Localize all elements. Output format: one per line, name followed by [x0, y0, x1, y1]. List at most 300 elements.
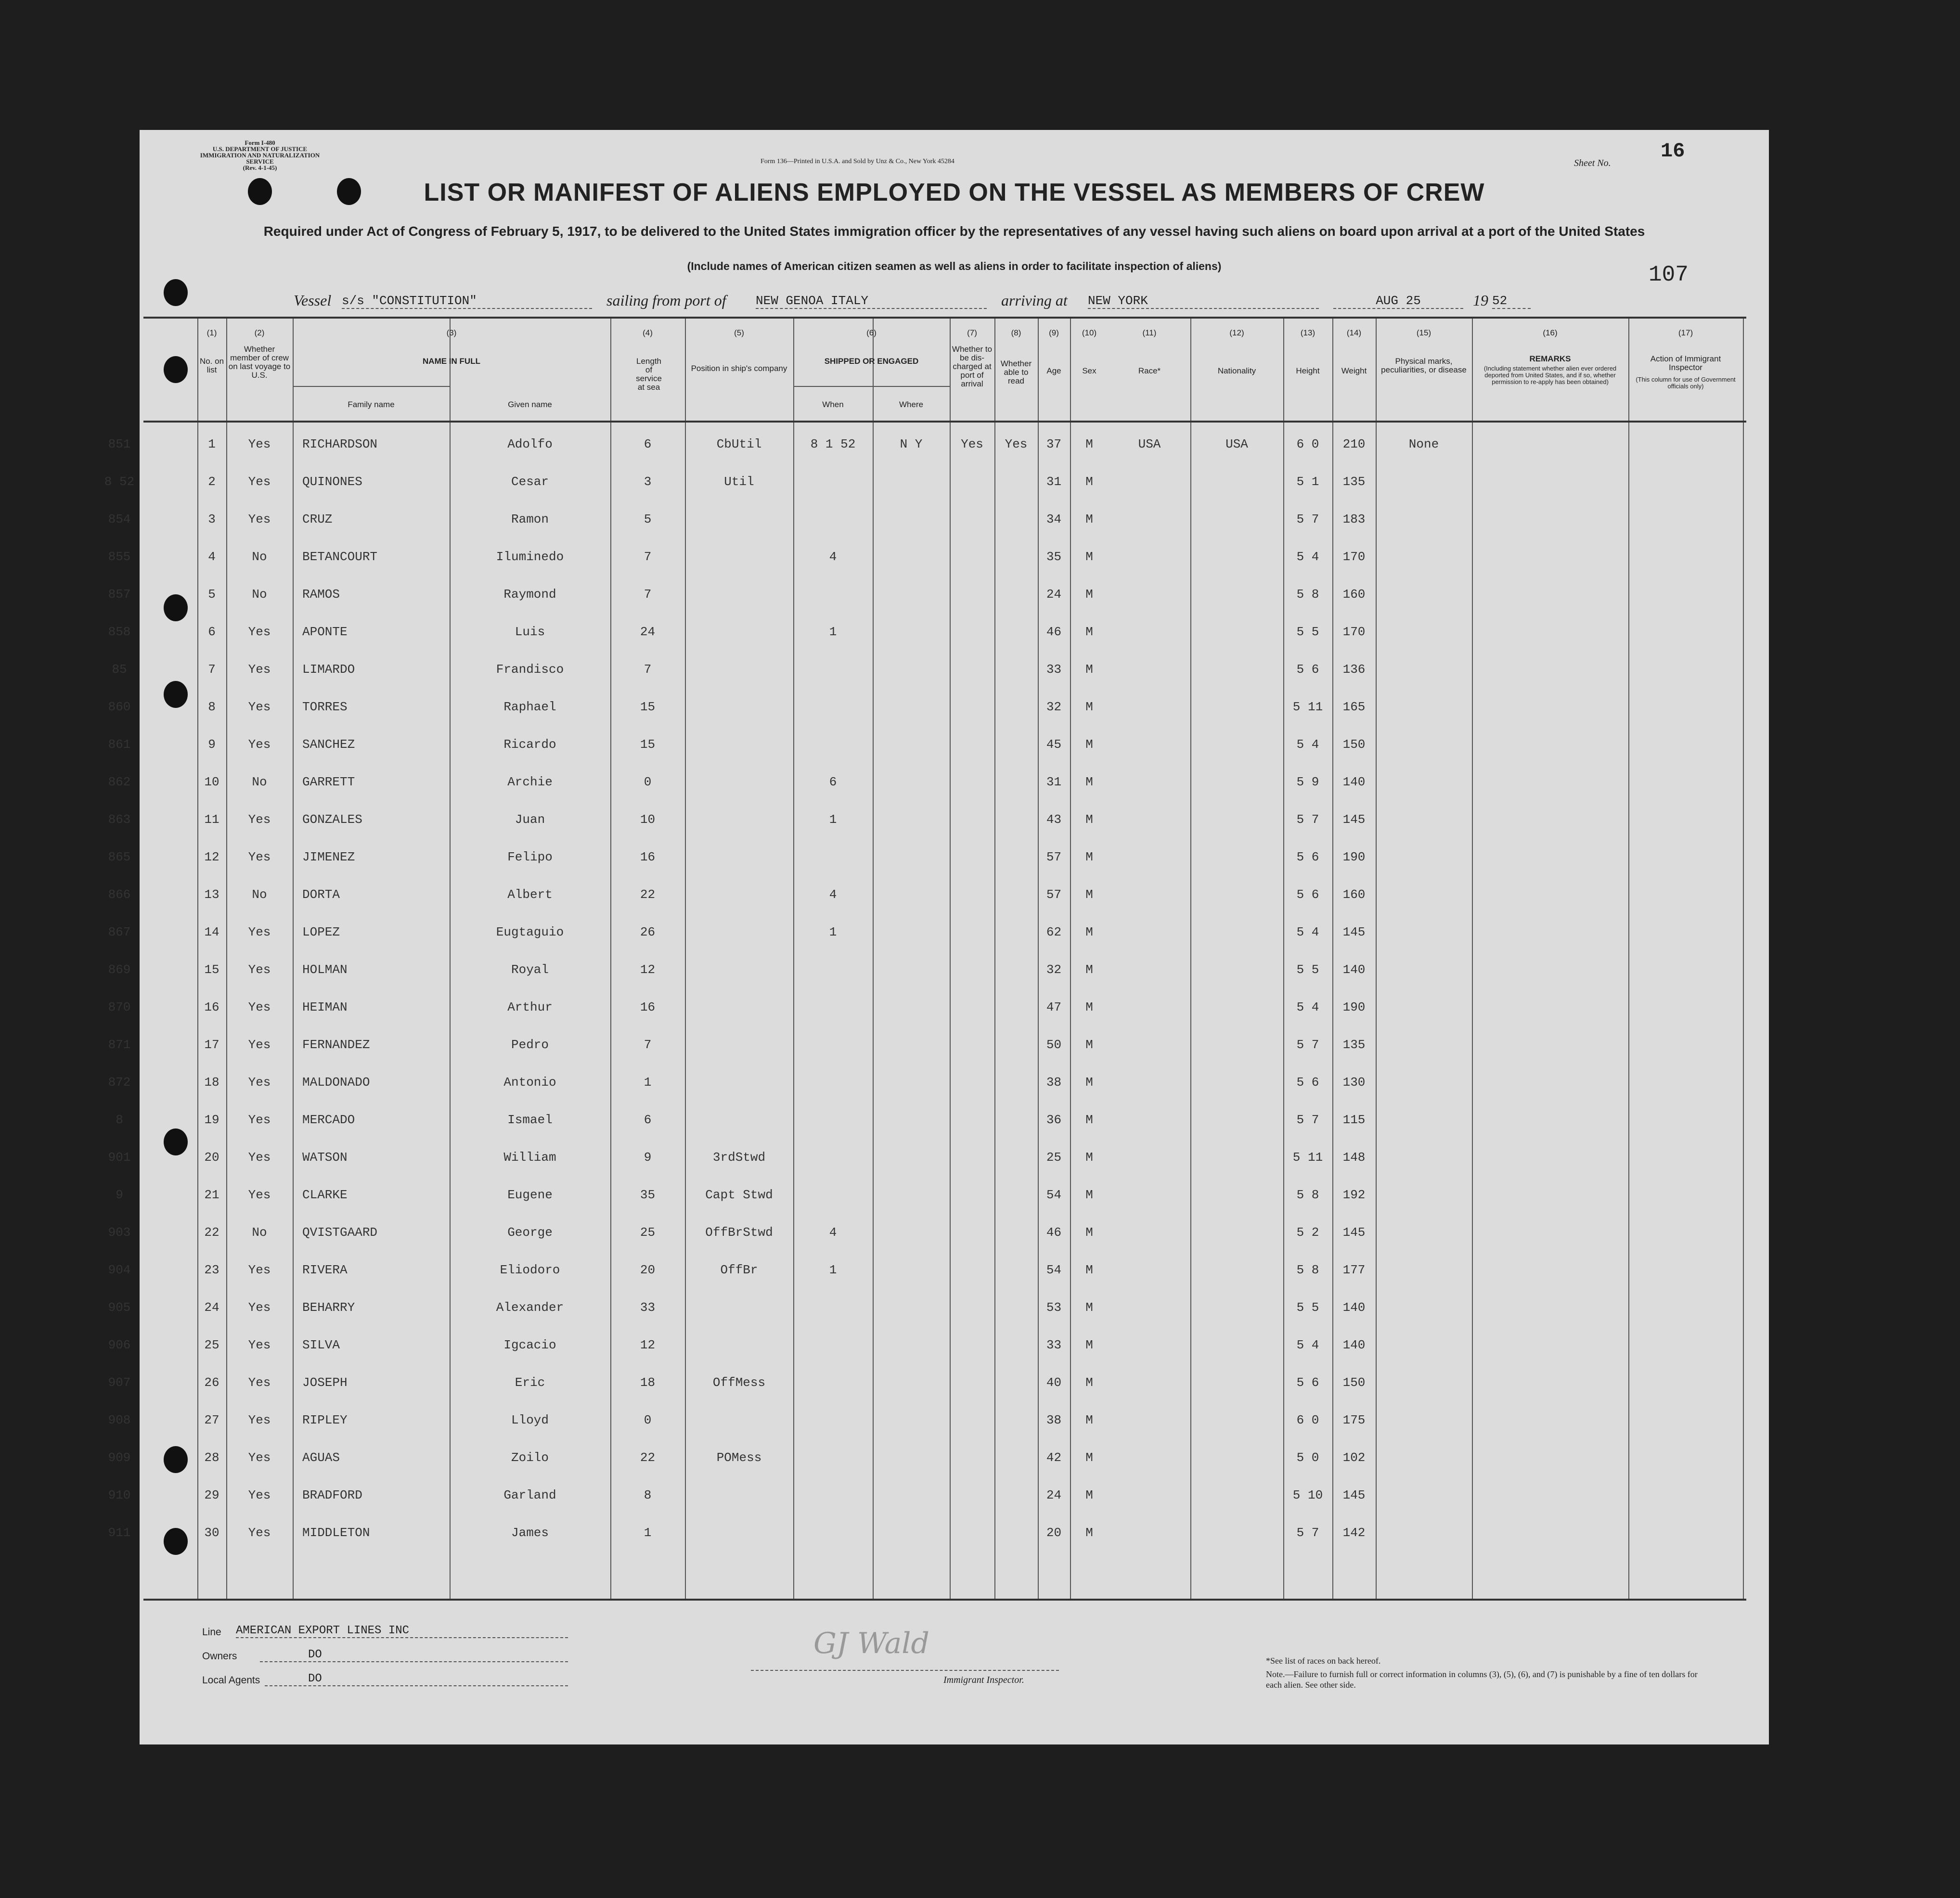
row-sex: M — [1085, 625, 1093, 639]
row-ref: 863 — [108, 812, 131, 827]
col-num: (9) — [1049, 328, 1059, 337]
row-sex: M — [1085, 737, 1093, 752]
row-height: 5 4 — [1296, 1000, 1319, 1014]
header-age: Age — [1046, 366, 1061, 375]
row-ref: 901 — [108, 1150, 131, 1165]
row-weight: 115 — [1342, 1113, 1366, 1127]
row-age: 31 — [1046, 474, 1062, 489]
row-member: No — [252, 887, 267, 902]
year-prefix: 19 — [1473, 292, 1488, 309]
row-weight: 140 — [1342, 1338, 1366, 1352]
table-row — [108, 536, 1746, 574]
row-given-name: Archie — [507, 775, 553, 789]
row-height: 5 7 — [1296, 1113, 1319, 1127]
row-height: 5 8 — [1296, 587, 1319, 602]
row-given-name: James — [511, 1526, 549, 1540]
row-service: 12 — [640, 962, 656, 977]
row-height: 5 5 — [1296, 962, 1319, 977]
col-num: (10) — [1082, 328, 1097, 337]
row-service: 1 — [644, 1526, 652, 1540]
table-row — [112, 649, 1746, 686]
col-num: (1) — [206, 328, 217, 337]
row-number: 11 — [204, 812, 219, 827]
table-row — [108, 799, 1746, 836]
row-sex: M — [1085, 887, 1093, 902]
table-row — [108, 1475, 1746, 1512]
row-height: 5 7 — [1296, 512, 1319, 526]
row-age: 32 — [1046, 700, 1062, 714]
row-ref: 857 — [108, 587, 131, 602]
row-weight: 150 — [1342, 1375, 1366, 1390]
row-service: 0 — [644, 1413, 652, 1427]
col-num: (15) — [1416, 328, 1431, 337]
row-when: 1 — [829, 925, 837, 939]
row-where: N Y — [900, 437, 923, 451]
owners-value: DO — [260, 1648, 568, 1662]
row-weight: 160 — [1342, 887, 1366, 902]
page-number: 107 — [1649, 262, 1689, 287]
row-weight: 135 — [1342, 474, 1366, 489]
row-ref: 908 — [108, 1413, 131, 1427]
vessel-label: Vessel — [294, 292, 332, 309]
row-number: 3 — [208, 512, 216, 526]
table-row — [108, 1324, 1746, 1362]
col-num: (8) — [1011, 328, 1021, 337]
row-given-name: Frandisco — [496, 662, 564, 677]
row-service: 3 — [644, 474, 652, 489]
table-row — [108, 1362, 1746, 1399]
row-ref: 903 — [108, 1225, 131, 1240]
row-sex: M — [1085, 775, 1093, 789]
row-given-name: Raphael — [503, 700, 556, 714]
row-family-name: TORRES — [302, 700, 348, 714]
row-age: 38 — [1046, 1413, 1062, 1427]
row-family-name: BEHARRY — [302, 1300, 355, 1315]
row-member: Yes — [248, 737, 271, 752]
header-position: Position in ship's company — [691, 364, 787, 373]
races-note: *See list of races on back hereof. — [1266, 1656, 1381, 1666]
row-when: 4 — [829, 550, 837, 564]
col-num: (6) — [866, 328, 877, 337]
row-service: 20 — [640, 1263, 656, 1277]
row-given-name: Pedro — [511, 1038, 549, 1052]
row-sex: M — [1085, 512, 1093, 526]
header-member: Whether member of crew on last voyage to U.S. — [228, 345, 291, 380]
row-given-name: Eugtaguio — [496, 925, 564, 939]
row-sex: M — [1085, 1150, 1093, 1165]
row-weight: 160 — [1342, 587, 1366, 602]
row-age: 38 — [1046, 1075, 1062, 1090]
row-service: 15 — [640, 700, 656, 714]
line-label: Line — [202, 1627, 221, 1638]
row-given-name: Juan — [515, 812, 545, 827]
row-family-name: CRUZ — [302, 512, 333, 526]
table-row — [108, 423, 1746, 461]
col-num: (3) — [446, 328, 457, 337]
row-number: 8 — [208, 700, 216, 714]
row-number: 30 — [204, 1526, 219, 1540]
manifest-sheet — [104, 130, 1769, 1744]
row-family-name: DORTA — [302, 887, 340, 902]
line-value: AMERICAN EXPORT LINES INC — [236, 1624, 568, 1638]
row-number: 28 — [204, 1450, 219, 1465]
row-weight: 170 — [1342, 625, 1366, 639]
row-sex: M — [1085, 850, 1093, 864]
row-number: 5 — [208, 587, 216, 602]
row-given-name: Arthur — [507, 1000, 553, 1014]
row-member: Yes — [248, 1526, 271, 1540]
row-age: 33 — [1046, 1338, 1062, 1352]
row-family-name: QVISTGAARD — [302, 1225, 378, 1240]
row-weight: 177 — [1342, 1263, 1366, 1277]
row-given-name: Ismael — [507, 1113, 553, 1127]
header-able-read: Whether able to read — [1000, 359, 1032, 385]
row-sex: M — [1085, 1300, 1093, 1315]
row-member: Yes — [248, 1450, 271, 1465]
sheet-label: Sheet No. — [1574, 158, 1611, 168]
row-sex: M — [1085, 1225, 1093, 1240]
row-member: Yes — [248, 1150, 271, 1165]
arrival-date: AUG 25 — [1333, 294, 1463, 309]
form-identification — [188, 140, 332, 171]
row-weight: 192 — [1342, 1188, 1366, 1202]
col-num: (17) — [1678, 328, 1693, 337]
row-ref: 851 — [108, 437, 131, 451]
row-ref: 85 — [112, 662, 127, 677]
table-row — [108, 1024, 1746, 1062]
row-given-name: George — [507, 1225, 553, 1240]
row-sex: M — [1085, 1263, 1093, 1277]
row-member: Yes — [248, 850, 271, 864]
row-age: 40 — [1046, 1375, 1062, 1390]
col-num: (16) — [1543, 328, 1558, 337]
subtitle-note: (Include names of American citizen seamen as well as aliens in order to facilitate inspection of aliens) — [687, 260, 1222, 272]
row-weight: 145 — [1342, 925, 1366, 939]
row-weight: 145 — [1342, 1488, 1366, 1502]
department: U.S. DEPARTMENT OF JUSTICE — [212, 145, 308, 153]
header-no-on-list: No. on list — [199, 357, 224, 374]
row-member: Yes — [248, 1075, 271, 1090]
table-row — [108, 574, 1746, 611]
row-service: 22 — [640, 887, 656, 902]
row-service: 12 — [640, 1338, 656, 1352]
row-service: 16 — [640, 850, 656, 864]
row-weight: 190 — [1342, 1000, 1366, 1014]
col-num: (2) — [254, 328, 265, 337]
row-sex: M — [1085, 474, 1093, 489]
row-age: 57 — [1046, 850, 1062, 864]
row-member: Yes — [248, 1113, 271, 1127]
row-weight: 170 — [1342, 550, 1366, 564]
row-ref: 910 — [108, 1488, 131, 1502]
row-family-name: RIPLEY — [302, 1413, 348, 1427]
row-race: USA — [1138, 437, 1161, 451]
row-given-name: Eric — [515, 1375, 545, 1390]
row-family-name: LOPEZ — [302, 925, 340, 939]
col-num: (5) — [734, 328, 744, 337]
table-row — [108, 1137, 1746, 1174]
row-ref: 904 — [108, 1263, 131, 1277]
row-height: 5 1 — [1296, 474, 1319, 489]
row-service: 22 — [640, 1450, 656, 1465]
header-given-name: Given name — [508, 400, 552, 409]
table-row — [108, 911, 1746, 949]
service: IMMIGRATION AND NATURALIZATION SERVICE — [200, 152, 320, 165]
row-given-name: Antonio — [503, 1075, 556, 1090]
row-weight: 210 — [1342, 437, 1366, 451]
row-height: 5 5 — [1296, 625, 1319, 639]
row-ref: 855 — [108, 550, 131, 564]
row-sex: M — [1085, 1075, 1093, 1090]
row-sex: M — [1085, 1000, 1093, 1014]
row-number: 14 — [204, 925, 219, 939]
row-family-name: WATSON — [302, 1150, 348, 1165]
row-sex: M — [1085, 925, 1093, 939]
row-age: 31 — [1046, 775, 1062, 789]
row-family-name: CLARKE — [302, 1188, 348, 1202]
header-action: Action of Immigrant Inspector — [1650, 354, 1721, 372]
row-family-name: RICHARDSON — [302, 437, 378, 451]
row-member: Yes — [248, 437, 271, 451]
row-sex: M — [1085, 662, 1093, 677]
row-when: 6 — [829, 775, 837, 789]
row-number: 26 — [204, 1375, 219, 1390]
header-discharged: Whether to be dis-charged at port of arrival — [952, 345, 993, 388]
row-height: 5 11 — [1292, 1150, 1323, 1165]
row-ref: 872 — [108, 1075, 131, 1090]
row-given-name: Ramon — [511, 512, 549, 526]
revision: (Rev. 4-1-45) — [243, 164, 277, 171]
row-height: 5 11 — [1292, 700, 1323, 714]
row-given-name: Raymond — [503, 587, 556, 602]
row-age: 50 — [1046, 1038, 1062, 1052]
row-given-name: Eliodoro — [500, 1263, 560, 1277]
table-row — [104, 461, 1746, 499]
row-number: 2 — [208, 474, 216, 489]
row-family-name: AGUAS — [302, 1450, 340, 1465]
row-sex: M — [1085, 1113, 1093, 1127]
row-member: Yes — [248, 1300, 271, 1315]
header-race: Race* — [1138, 366, 1161, 375]
row-service: 5 — [644, 512, 652, 526]
row-sex: M — [1085, 1375, 1093, 1390]
row-ref: 854 — [108, 512, 131, 526]
row-age: 42 — [1046, 1450, 1062, 1465]
row-sex: M — [1085, 1038, 1093, 1052]
table-row — [108, 761, 1746, 799]
row-family-name: HOLMAN — [302, 962, 348, 977]
row-height: 5 4 — [1296, 550, 1319, 564]
signature-line — [751, 1670, 1059, 1671]
punch-hole — [164, 279, 188, 306]
row-service: 7 — [644, 1038, 652, 1052]
row-family-name: LIMARDO — [302, 662, 355, 677]
row-height: 5 6 — [1296, 1375, 1319, 1390]
row-weight: 165 — [1342, 700, 1366, 714]
row-family-name: RAMOS — [302, 587, 340, 602]
arriving-label: arriving at — [1001, 292, 1068, 309]
row-service: 26 — [640, 925, 656, 939]
row-age: 25 — [1046, 1150, 1062, 1165]
header-remarks: REMARKS — [1529, 354, 1571, 363]
row-ref: 9 — [116, 1188, 123, 1202]
col-num: (4) — [643, 328, 653, 337]
row-number: 22 — [204, 1225, 219, 1240]
row-member: No — [252, 775, 267, 789]
header-where: Where — [899, 400, 924, 409]
row-age: 34 — [1046, 512, 1062, 526]
table-row — [108, 1249, 1746, 1287]
row-member: Yes — [248, 662, 271, 677]
subtitle: Required under Act of Congress of February 5, 1917, to be delivered to the United States immigration officer by the representatives of any vessel having such aliens on board upon arrival at a port of the United States — [263, 224, 1645, 239]
row-service: 10 — [640, 812, 656, 827]
row-ref: 867 — [108, 925, 131, 939]
row-ref: 870 — [108, 1000, 131, 1014]
row-number: 17 — [204, 1038, 219, 1052]
header-length-service: Length of service at sea — [636, 357, 662, 392]
row-member: Yes — [248, 474, 271, 489]
row-height: 6 0 — [1296, 437, 1319, 451]
row-weight: 150 — [1342, 737, 1366, 752]
row-age: 33 — [1046, 662, 1062, 677]
row-weight: 140 — [1342, 962, 1366, 977]
row-age: 45 — [1046, 737, 1062, 752]
row-ref: 8 52 — [104, 474, 135, 489]
arrival-year: 52 — [1492, 294, 1531, 309]
row-sex: M — [1085, 587, 1093, 602]
row-given-name: Alexander — [496, 1300, 564, 1315]
row-service: 24 — [640, 625, 656, 639]
crew-rows — [104, 423, 1746, 1550]
row-sex: M — [1085, 1413, 1093, 1427]
row-number: 16 — [204, 1000, 219, 1014]
row-member: Yes — [248, 512, 271, 526]
row-service: 8 — [644, 1488, 652, 1502]
row-service: 18 — [640, 1375, 656, 1390]
col-num: (14) — [1346, 328, 1362, 337]
row-family-name: GONZALES — [302, 812, 362, 827]
row-age: 47 — [1046, 1000, 1062, 1014]
row-member: No — [252, 1225, 267, 1240]
row-age: 24 — [1046, 1488, 1062, 1502]
page-title: LIST OR MANIFEST OF ALIENS EMPLOYED ON THE VESSEL AS MEMBERS OF CREW — [424, 179, 1485, 206]
row-number: 12 — [204, 850, 219, 864]
row-given-name: William — [503, 1150, 556, 1165]
row-number: 20 — [204, 1150, 219, 1165]
row-member: Yes — [248, 1038, 271, 1052]
header-name: NAME IN FULL — [423, 357, 480, 366]
row-weight: 140 — [1342, 1300, 1366, 1315]
header-family-name: Family name — [348, 400, 395, 409]
row-sex: M — [1085, 962, 1093, 977]
header-when: When — [822, 400, 844, 409]
row-member: Yes — [248, 1413, 271, 1427]
row-age: 20 — [1046, 1526, 1062, 1540]
row-weight: 135 — [1342, 1038, 1366, 1052]
row-height: 5 2 — [1296, 1225, 1319, 1240]
header-nationality: Nationality — [1217, 366, 1256, 375]
row-age: 46 — [1046, 625, 1062, 639]
row-member: Yes — [248, 962, 271, 977]
row-sex: M — [1085, 437, 1093, 451]
voyage-line — [294, 292, 1738, 311]
row-height: 5 4 — [1296, 1338, 1319, 1352]
row-number: 10 — [204, 775, 219, 789]
row-member: Yes — [248, 1488, 271, 1502]
row-position: POMess — [716, 1450, 762, 1465]
row-ref: 858 — [108, 625, 131, 639]
row-discharged: Yes — [961, 437, 983, 451]
table-row — [116, 1099, 1746, 1137]
row-number: 7 — [208, 662, 216, 677]
row-number: 23 — [204, 1263, 219, 1277]
row-weight: 140 — [1342, 775, 1366, 789]
row-age: 57 — [1046, 887, 1062, 902]
row-weight: 130 — [1342, 1075, 1366, 1090]
row-family-name: JIMENEZ — [302, 850, 355, 864]
row-height: 5 4 — [1296, 737, 1319, 752]
row-service: 7 — [644, 550, 652, 564]
row-given-name: Royal — [511, 962, 549, 977]
vessel-name: s/s "CONSTITUTION" — [342, 294, 592, 309]
row-height: 5 6 — [1296, 850, 1319, 864]
row-ref: 905 — [108, 1300, 131, 1315]
row-number: 18 — [204, 1075, 219, 1090]
row-number: 6 — [208, 625, 216, 639]
row-ref: 906 — [108, 1338, 131, 1352]
row-family-name: SANCHEZ — [302, 737, 355, 752]
row-height: 5 9 — [1296, 775, 1319, 789]
row-family-name: HEIMAN — [302, 1000, 348, 1014]
row-family-name: MIDDLETON — [302, 1526, 370, 1540]
row-weight: 175 — [1342, 1413, 1366, 1427]
row-position: OffBrStwd — [705, 1225, 773, 1240]
row-given-name: Albert — [507, 887, 553, 902]
printer-line: Form 136—Printed in U.S.A. and Sold by Unz & Co., New York 45284 — [761, 158, 954, 165]
agents-label: Local Agents — [202, 1675, 260, 1686]
header-action-note: (This column for use of Government officials only) — [1636, 376, 1736, 390]
row-number: 9 — [208, 737, 216, 752]
row-height: 5 7 — [1296, 1038, 1319, 1052]
row-sex: M — [1085, 1188, 1093, 1202]
table-row — [108, 724, 1746, 761]
table-row — [108, 1062, 1746, 1099]
sheet-number: 16 — [1661, 140, 1685, 163]
row-position: Util — [724, 474, 754, 489]
row-family-name: FERNANDEZ — [302, 1038, 370, 1052]
row-position: OffBr — [720, 1263, 758, 1277]
row-physical-marks: None — [1408, 437, 1439, 451]
row-member: Yes — [248, 625, 271, 639]
header-shipped: SHIPPED OR ENGAGED — [824, 357, 919, 366]
row-age: 36 — [1046, 1113, 1062, 1127]
row-age: 43 — [1046, 812, 1062, 827]
sailing-label: sailing from port of — [606, 292, 726, 309]
row-sex: M — [1085, 1450, 1093, 1465]
row-age: 35 — [1046, 550, 1062, 564]
row-service: 6 — [644, 437, 652, 451]
row-age: 62 — [1046, 925, 1062, 939]
row-service: 15 — [640, 737, 656, 752]
row-member: Yes — [248, 1263, 271, 1277]
row-family-name: APONTE — [302, 625, 348, 639]
row-family-name: MALDONADO — [302, 1075, 370, 1090]
row-member: Yes — [248, 1375, 271, 1390]
row-member: Yes — [248, 700, 271, 714]
row-given-name: Ricardo — [503, 737, 556, 752]
row-service: 25 — [640, 1225, 656, 1240]
row-weight: 142 — [1342, 1526, 1366, 1540]
